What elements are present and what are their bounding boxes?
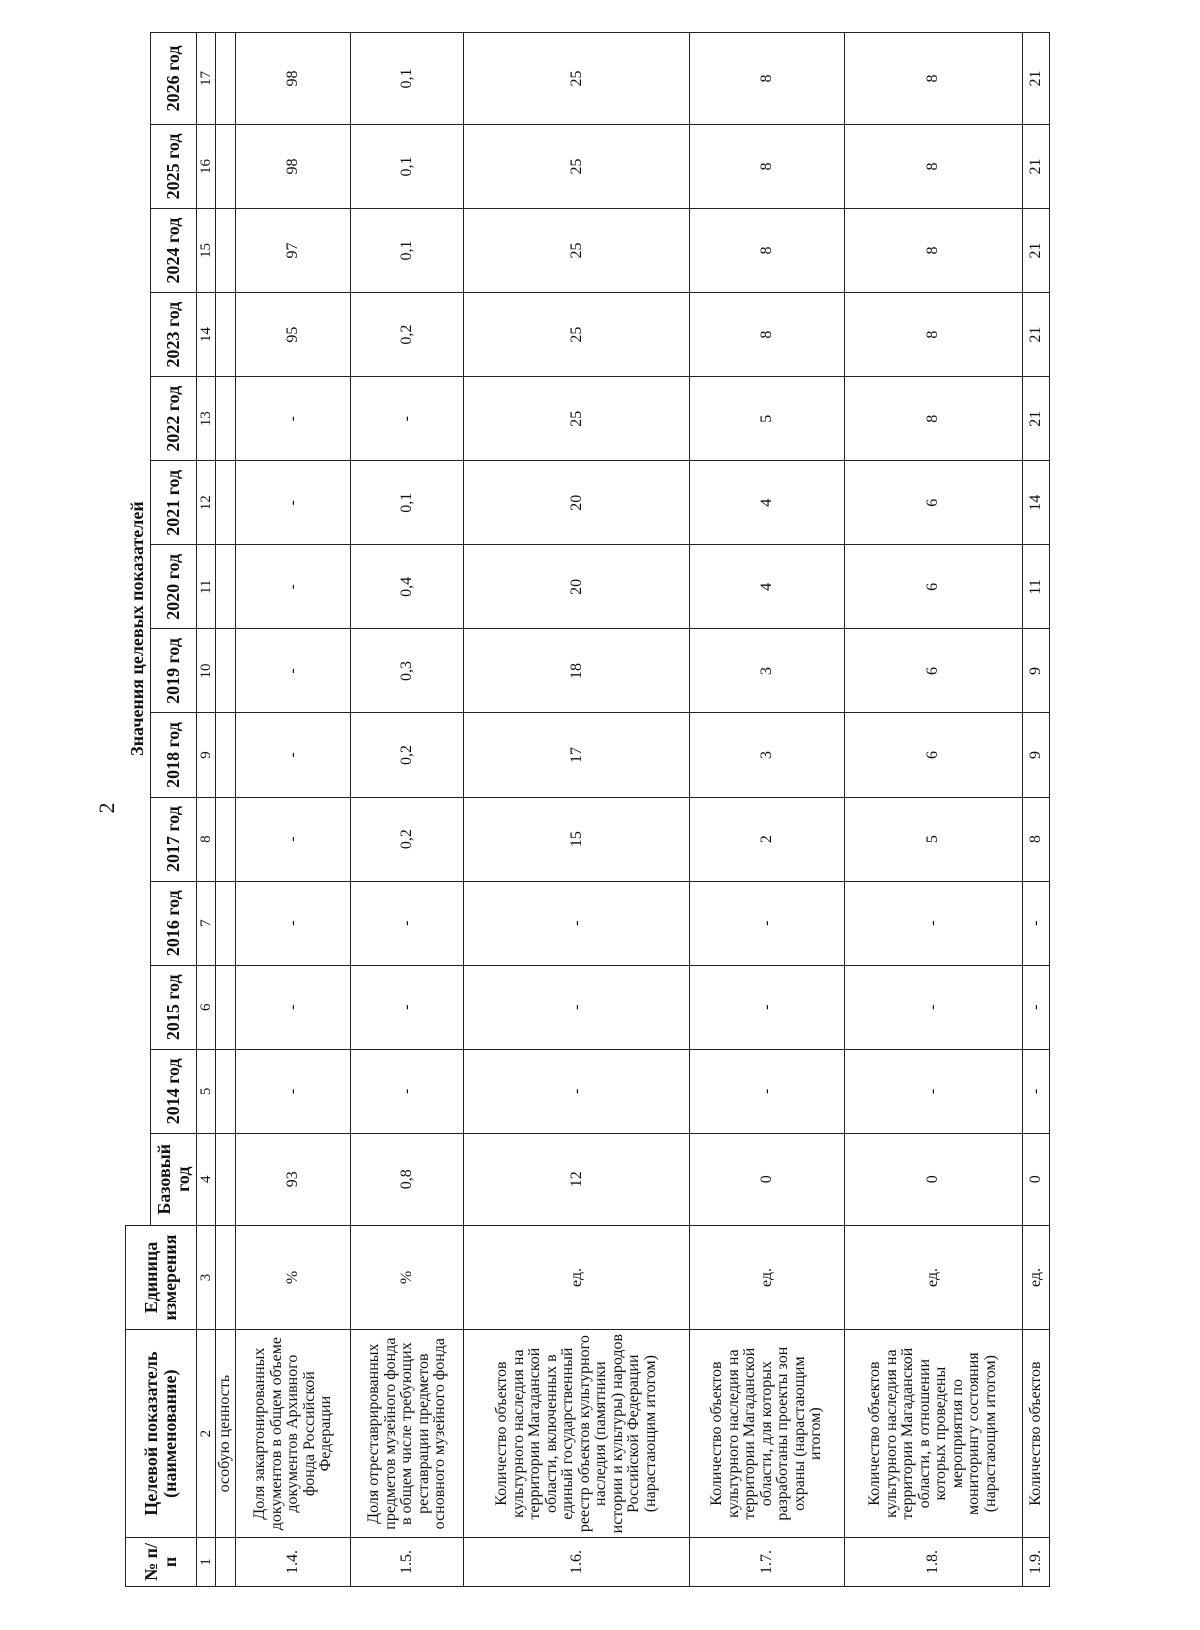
cell-value: 4 xyxy=(690,545,845,629)
cell-value: 6 xyxy=(844,629,1022,713)
cell-value: 98 xyxy=(236,33,351,125)
col-index: 1 xyxy=(197,1537,216,1586)
cell-value: - xyxy=(236,1049,351,1133)
cell-value: - xyxy=(351,881,464,965)
cell-value: 5 xyxy=(844,797,1022,881)
cell-value: - xyxy=(351,965,464,1049)
header-year: 2017 год xyxy=(151,797,197,881)
header-year: 2021 год xyxy=(151,461,197,545)
cell-value: 21 xyxy=(1022,293,1049,377)
indicators-table xyxy=(125,32,1050,1587)
cell-value: 25 xyxy=(464,209,690,293)
row-name: Количество объектов xyxy=(1022,1330,1049,1537)
cell-value: 97 xyxy=(236,209,351,293)
cell-value: 8 xyxy=(844,33,1022,125)
row-num: 1.8. xyxy=(844,1537,1022,1586)
cell-value: 8 xyxy=(690,124,845,208)
cell-value: 0,8 xyxy=(351,1133,464,1225)
cell-value: 14 xyxy=(1022,461,1049,545)
cell-value: 0,1 xyxy=(351,124,464,208)
row-num: 1.6. xyxy=(464,1537,690,1586)
table-row xyxy=(690,33,845,1587)
cell-value: 98 xyxy=(236,124,351,208)
table-row xyxy=(1022,33,1049,1587)
cell-value: - xyxy=(1022,965,1049,1049)
header-year: 2019 год xyxy=(151,629,197,713)
col-index: 17 xyxy=(197,33,216,125)
cell-value: 0,1 xyxy=(351,33,464,125)
row-num: 1.5. xyxy=(351,1537,464,1586)
cell-value: 0,4 xyxy=(351,545,464,629)
cell-value: - xyxy=(236,377,351,461)
cell-value: 8 xyxy=(690,33,845,125)
header-num: № п/п xyxy=(126,1537,197,1586)
row-name: Количество объектов культурного наследия на территории Магаданской области, включенных в единый государственный реестр объектов культурного наследия (памятники истории и культуры) народов Российской Федерации (нарастающим итогом) xyxy=(464,1330,690,1537)
cell-value: - xyxy=(236,545,351,629)
cell-value: - xyxy=(464,1049,690,1133)
col-index: 2 xyxy=(197,1330,216,1537)
cell-value: - xyxy=(690,1049,845,1133)
header-year: 2015 год xyxy=(151,965,197,1049)
cell-value: 25 xyxy=(464,293,690,377)
header-unit: Единица измерения xyxy=(126,1225,197,1330)
cell-value: - xyxy=(351,1049,464,1133)
col-index: 4 xyxy=(197,1133,216,1225)
table-row xyxy=(844,33,1022,1587)
cell-value: 2 xyxy=(690,797,845,881)
cell-value: - xyxy=(236,461,351,545)
row-num: 1.4. xyxy=(236,1537,351,1586)
header-values-group: Значения целевых показателей xyxy=(126,33,151,1226)
col-index: 16 xyxy=(197,124,216,208)
cell-value: - xyxy=(236,797,351,881)
col-index: 11 xyxy=(197,545,216,629)
cell-value: 8 xyxy=(690,209,845,293)
col-index: 3 xyxy=(197,1225,216,1330)
cell-value: 9 xyxy=(1022,629,1049,713)
row-name: Доля закартонированных документов в общем объеме документов Архивного фонда Российской Федерации xyxy=(236,1330,351,1537)
cell-value: - xyxy=(1022,881,1049,965)
cell-value: 21 xyxy=(1022,377,1049,461)
cell-value: 21 xyxy=(1022,33,1049,125)
header-year: 2022 год xyxy=(151,377,197,461)
cell-value: - xyxy=(236,713,351,797)
row-unit: % xyxy=(236,1225,351,1330)
cell-value: 18 xyxy=(464,629,690,713)
cell-value: 0,1 xyxy=(351,209,464,293)
column-index-row xyxy=(197,33,216,1587)
row-unit: % xyxy=(351,1225,464,1330)
col-index: 13 xyxy=(197,377,216,461)
table-row xyxy=(351,33,464,1587)
row-unit: ед. xyxy=(690,1225,845,1330)
cell-value: 0,2 xyxy=(351,797,464,881)
row-unit: ед. xyxy=(844,1225,1022,1330)
col-index: 10 xyxy=(197,629,216,713)
cell-value: 0,1 xyxy=(351,461,464,545)
cell-value: - xyxy=(464,965,690,1049)
row-num: 1.9. xyxy=(1022,1537,1049,1586)
cell-value: 8 xyxy=(1022,797,1049,881)
cell-value: 25 xyxy=(464,377,690,461)
cell-value: - xyxy=(690,881,845,965)
cell-value: 93 xyxy=(236,1133,351,1225)
col-index: 9 xyxy=(197,713,216,797)
continuation-row xyxy=(215,33,235,1587)
header-name: Целевой показатель (наименование) xyxy=(126,1330,197,1537)
cell-value: 21 xyxy=(1022,124,1049,208)
col-index: 12 xyxy=(197,461,216,545)
cell-value: 11 xyxy=(1022,545,1049,629)
cell-value: 21 xyxy=(1022,209,1049,293)
cell-value: 9 xyxy=(1022,713,1049,797)
cell-value: - xyxy=(844,965,1022,1049)
row-unit: ед. xyxy=(1022,1225,1049,1330)
cell-value: - xyxy=(1022,1049,1049,1133)
table-row xyxy=(464,33,690,1587)
cell-value: 20 xyxy=(464,461,690,545)
row-unit: ед. xyxy=(464,1225,690,1330)
rotated-table-wrapper xyxy=(125,32,1050,1587)
cell-value: 6 xyxy=(844,461,1022,545)
header-year: 2018 год xyxy=(151,713,197,797)
cell-value: 6 xyxy=(844,545,1022,629)
cell-value: 25 xyxy=(464,124,690,208)
continuation-text: особую ценность xyxy=(215,1330,235,1537)
cell-value: 25 xyxy=(464,33,690,125)
cell-value: 8 xyxy=(844,293,1022,377)
col-index: 6 xyxy=(197,965,216,1049)
cell-value: 20 xyxy=(464,545,690,629)
page-number: 2 xyxy=(94,802,119,814)
cell-value: - xyxy=(236,881,351,965)
cell-value: 6 xyxy=(844,713,1022,797)
header-year: 2014 год xyxy=(151,1049,197,1133)
cell-value: 8 xyxy=(844,377,1022,461)
header-year: 2024 год xyxy=(151,209,197,293)
cell-value: - xyxy=(844,881,1022,965)
cell-value: 3 xyxy=(690,629,845,713)
header-year: 2020 год xyxy=(151,545,197,629)
cell-value: 8 xyxy=(844,209,1022,293)
row-name: Количество объектов культурного наследия на территории Магаданской области, в отношении которых проведены мероприятия по мониторингу состояния (нарастающим итогом) xyxy=(844,1330,1022,1537)
header-year: 2016 год xyxy=(151,881,197,965)
col-index: 15 xyxy=(197,209,216,293)
header-year: 2026 год xyxy=(151,33,197,125)
cell-value: - xyxy=(351,377,464,461)
header-year: 2023 год xyxy=(151,293,197,377)
cell-value: 0 xyxy=(844,1133,1022,1225)
cell-value: 15 xyxy=(464,797,690,881)
row-num: 1.7. xyxy=(690,1537,845,1586)
cell-value: 5 xyxy=(690,377,845,461)
cell-value: 0 xyxy=(1022,1133,1049,1225)
cell-value: - xyxy=(464,881,690,965)
cell-value: 95 xyxy=(236,293,351,377)
cell-value: 3 xyxy=(690,713,845,797)
col-index: 14 xyxy=(197,293,216,377)
cell-value: 8 xyxy=(690,293,845,377)
cell-value: - xyxy=(236,965,351,1049)
cell-value: - xyxy=(844,1049,1022,1133)
cell-value: - xyxy=(236,629,351,713)
header-year: Базовый год xyxy=(151,1133,197,1225)
header-year: 2025 год xyxy=(151,124,197,208)
col-index: 7 xyxy=(197,881,216,965)
row-name: Доля отреставрированных предметов музейного фонда в общем числе требующих реставрации предметов основного музейного фонда xyxy=(351,1330,464,1537)
cell-value: - xyxy=(690,965,845,1049)
cell-value: 8 xyxy=(844,124,1022,208)
cell-value: 0,2 xyxy=(351,293,464,377)
cell-value: 17 xyxy=(464,713,690,797)
cell-value: 12 xyxy=(464,1133,690,1225)
cell-value: 0,2 xyxy=(351,713,464,797)
row-name: Количество объектов культурного наследия на территории Магаданской области, для которых разработаны проекты зон охраны (нарастающим итогом) xyxy=(690,1330,845,1537)
col-index: 8 xyxy=(197,797,216,881)
col-index: 5 xyxy=(197,1049,216,1133)
table-row xyxy=(236,33,351,1587)
cell-value: 0 xyxy=(690,1133,845,1225)
cell-value: 4 xyxy=(690,461,845,545)
cell-value: 0,3 xyxy=(351,629,464,713)
